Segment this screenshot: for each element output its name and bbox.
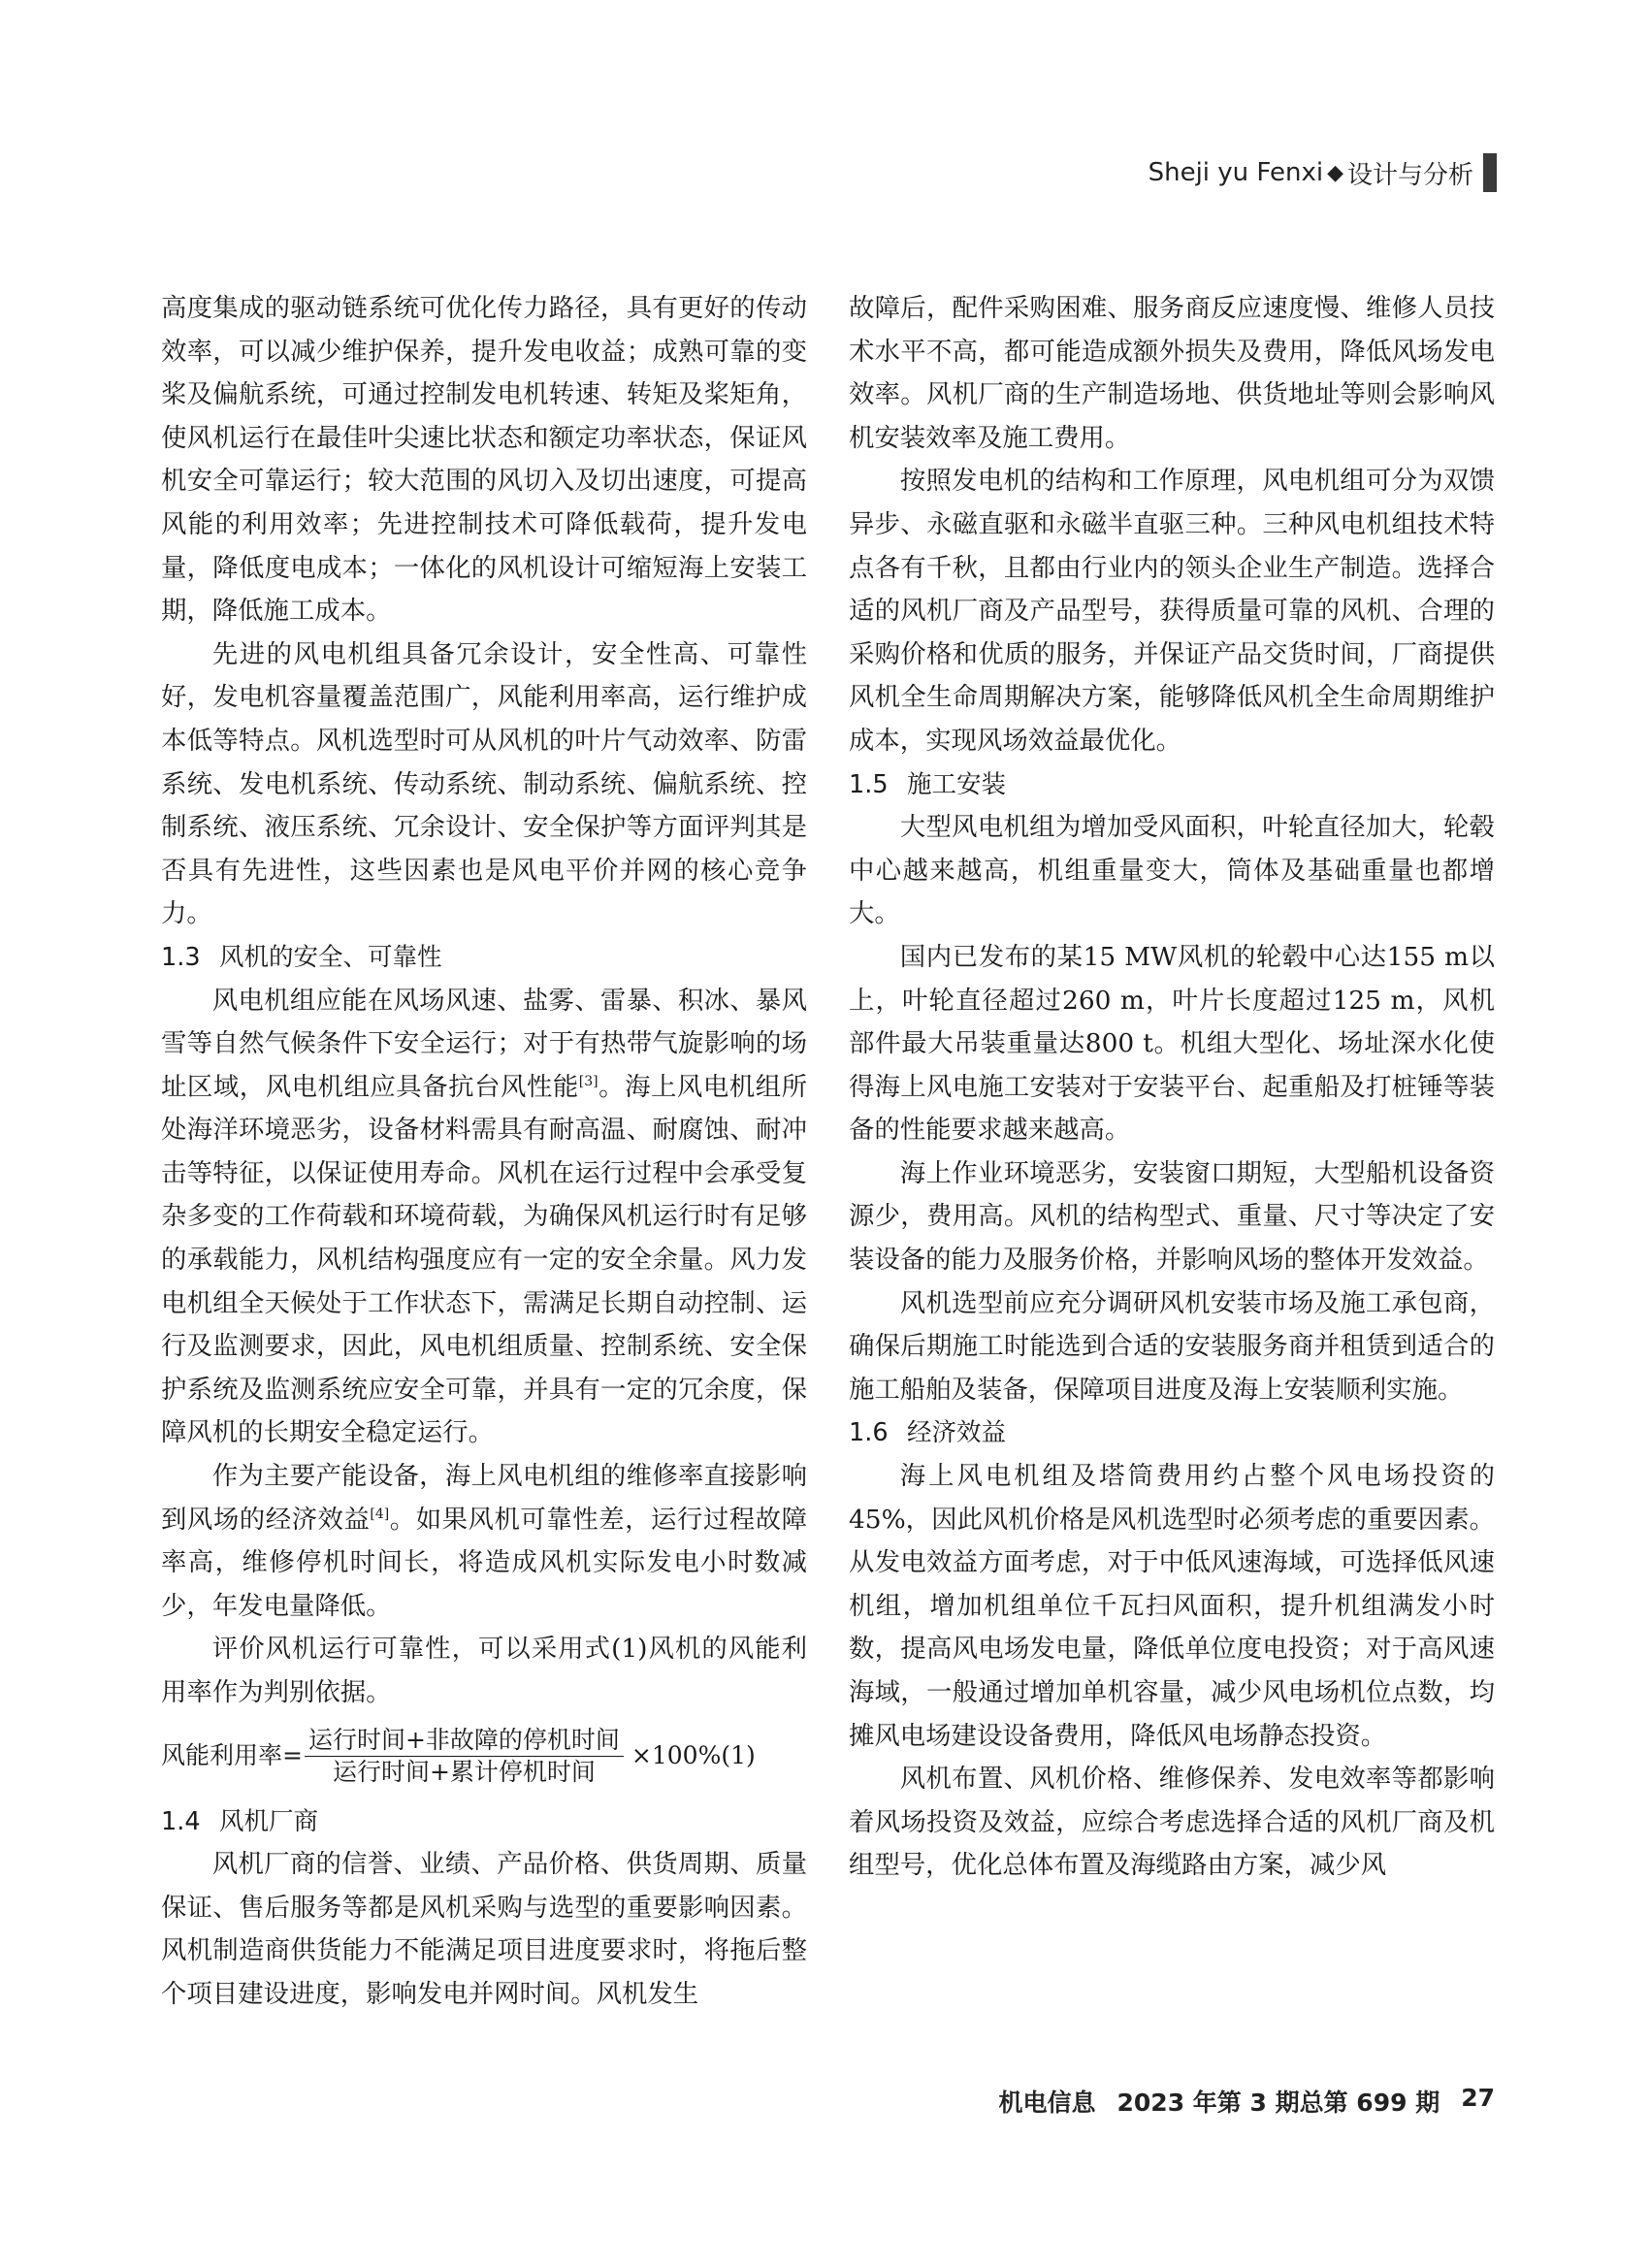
section-number: 1.4 bbox=[161, 1806, 201, 1836]
journal-name: 机电信息 bbox=[998, 2089, 1096, 2117]
equation-numerator: 运行时间+非故障的停机时间 bbox=[305, 1725, 624, 1757]
paragraph: 故障后，配件采购困难、服务商反应速度慢、维修人员技术水平不高，都可能造成额外损失及费用，降低风场发电效率。风机厂商的生产制造场地、供货地址等则会影响风机安装效率及施工费用。 bbox=[849, 293, 1495, 453]
section-number: 1.6 bbox=[849, 1418, 889, 1448]
page-footer bbox=[999, 2084, 1496, 2119]
equation-number: (1) bbox=[721, 1741, 756, 1770]
paragraph: 风机布置、风机价格、维修保养、发电效率等都影响着风场投资及效益，应综合考虑选择合适的风机厂商及机组型号，优化总体布置及海缆路由方案，减少风 bbox=[849, 1764, 1495, 1881]
header-pinyin: Sheji yu Fenxi bbox=[1148, 158, 1324, 187]
paragraph-text: 作为主要产能设备，海上风电机组的维修率直接影响到风场的经济效益 bbox=[161, 1461, 807, 1535]
page-number: 27 bbox=[1461, 2084, 1495, 2112]
paragraph bbox=[161, 1455, 807, 1628]
section-title: 经济效益 bbox=[907, 1418, 1007, 1448]
paragraph: 风机厂商的信誉、业绩、产品价格、供货周期、质量保证、售后服务等都是风机采购与选型的重要影响因素。风机制造商供货能力不能满足项目进度要求时，将拖后整个项目建设进度，影响发电并网时间。风机发生 bbox=[161, 1849, 807, 2009]
paragraph: 大型风电机组为增加受风面积，叶轮直径加大，轮毂中心越来越高，机组重量变大，筒体及基础重量也都增大。 bbox=[849, 812, 1495, 929]
paragraph: 风机选型前应充分调研风机安装市场及施工承包商，确保后期施工时能选到合适的安装服务商并租赁到适合的施工船舶及装备，保障项目进度及海上安装顺利实施。 bbox=[849, 1287, 1495, 1405]
section-heading-1-3 bbox=[161, 936, 807, 980]
paragraph: 评价风机运行可靠性，可以采用式(1)风机的风能利用率作为判别依据。 bbox=[161, 1634, 807, 1707]
citation-ref: [4] bbox=[370, 1506, 390, 1522]
paragraph: 海上风电机组及塔筒费用约占整个风电场投资的45%，因此风机价格是风机选型时必须考虑的重要因素。从发电效益方面考虑，对于中低风速海域，可选择低风速机组，增加机组单位千瓦扫风面积，提升机组满发小时数，提高风电场发电量，降低单位度电投资；对于高风速海域，一般通过增加单机容量，减少风电场机位点数，均摊风电场建设设备费用，降低风电场静态投资。 bbox=[849, 1461, 1495, 1751]
paragraph-text: 。海上风电机组所处海洋环境恶劣，设备材料需具有耐高温、耐腐蚀、耐冲击等特征，以保证使用寿命。风机在运行过程中会承受复杂多变的工作荷载和环境荷载，为确保风机运行时有足够的承载能力，风机结构强度应有一定的安全余量。风力发电机组全天候处于工作状态下，需满足长期自动控制、运行及监测要求，因此，风电机组质量、控制系统、安全保护系统及监测系统应安全可靠，并具有一定的冗余度，保障风机的长期安全稳定运行。 bbox=[161, 1071, 808, 1448]
equation-fraction bbox=[305, 1725, 624, 1788]
equation-denominator: 运行时间+累计停机时间 bbox=[332, 1758, 596, 1787]
equation-factor: ×100% bbox=[631, 1741, 722, 1770]
section-number: 1.5 bbox=[849, 769, 889, 799]
paragraph: 按照发电机的结构和工作原理，风电机组可分为双馈异步、永磁直驱和永磁半直驱三种。三种风电机组技术特点各有千秋，且都由行业内的领头企业生产制造。选择合适的风机厂商及产品型号，获得质量可靠的风机、合理的采购价格和优质的服务，并保证产品交货时间，厂商提供风机全生命周期解决方案，能够降低风机全生命周期维护成本，实现风场效益最优化。 bbox=[849, 466, 1495, 756]
section-number: 1.3 bbox=[161, 942, 201, 972]
section-heading-1-5 bbox=[849, 763, 1495, 807]
paragraph: 先进的风电机组具备冗余设计，安全性高、可靠性好，发电机容量覆盖范围广，风能利用率高，运行维护成本低等特点。风机选型时可从风机的叶片气动效率、防雷系统、发电机系统、传动系统、制动系统、偏航系统、控制系统、液压系统、冗余设计、安全保护等方面评判其是否具有先进性，这些因素也是风电平价并网的核心竞争力。 bbox=[161, 638, 807, 929]
right-column bbox=[849, 287, 1495, 1888]
left-column bbox=[161, 287, 807, 2017]
section-heading-1-6 bbox=[849, 1411, 1495, 1455]
diamond-icon: ◆ bbox=[1327, 160, 1343, 185]
header-section: 设计与分析 bbox=[1346, 160, 1473, 190]
paragraph bbox=[161, 980, 807, 1456]
running-header bbox=[1149, 153, 1497, 192]
equation-1 bbox=[161, 1719, 807, 1795]
section-heading-1-4 bbox=[161, 1800, 807, 1844]
issue-info: 2023 年第 3 期总第 699 期 bbox=[1116, 2089, 1440, 2117]
paragraph: 高度集成的驱动链系统可优化传力路径，具有更好的传动效率，可以减少维护保养，提升发电收益；成熟可靠的变桨及偏航系统，可通过控制发电机转速、转矩及桨矩角，使风机运行在最佳叶尖速比状态和额定功率状态，保证风机安全可靠运行；较大范围的风切入及切出速度，可提高风能的利用效率；先进控制技术可降低载荷，提升发电量，降低度电成本；一体化的风机设计可缩短海上安装工期，降低施工成本。 bbox=[161, 293, 807, 627]
citation-ref: [3] bbox=[578, 1073, 599, 1089]
paragraph-text: 。如果风机可靠性差，运行过程故障率高，维修停机时间长，将造成风机实际发电小时数减少，年发电量降低。 bbox=[161, 1504, 808, 1621]
equation-lhs: 风能利用率= bbox=[161, 1741, 303, 1770]
header-bar bbox=[1483, 153, 1497, 192]
paragraph-text: 风电机组应能在风场风速、盐雾、雷暴、积冰、暴风雪等自然气候条件下安全运行；对于有热带气旋影响的场址区域，风电机组应具备抗台风性能 bbox=[161, 985, 807, 1102]
section-title: 风机厂商 bbox=[219, 1806, 319, 1836]
section-title: 风机的安全、可靠性 bbox=[219, 942, 442, 972]
section-title: 施工安装 bbox=[907, 769, 1007, 799]
paragraph: 海上作业环境恶劣，安装窗口期短，大型船机设备资源少，费用高。风机的结构型式、重量、尺寸等决定了安装设备的能力及服务价格，并影响风场的整体开发效益。 bbox=[849, 1157, 1495, 1276]
paragraph: 国内已发布的某15 MW风机的轮毂中心达155 m以上，叶轮直径超过260 m，叶片长度超过125 m，风机部件最大吊装重量达800 t。机组大型化、场址深水化使得海上风电施工安装对于安装平台、起重船及打桩锤等装备的性能要求越来越高。 bbox=[849, 941, 1495, 1146]
